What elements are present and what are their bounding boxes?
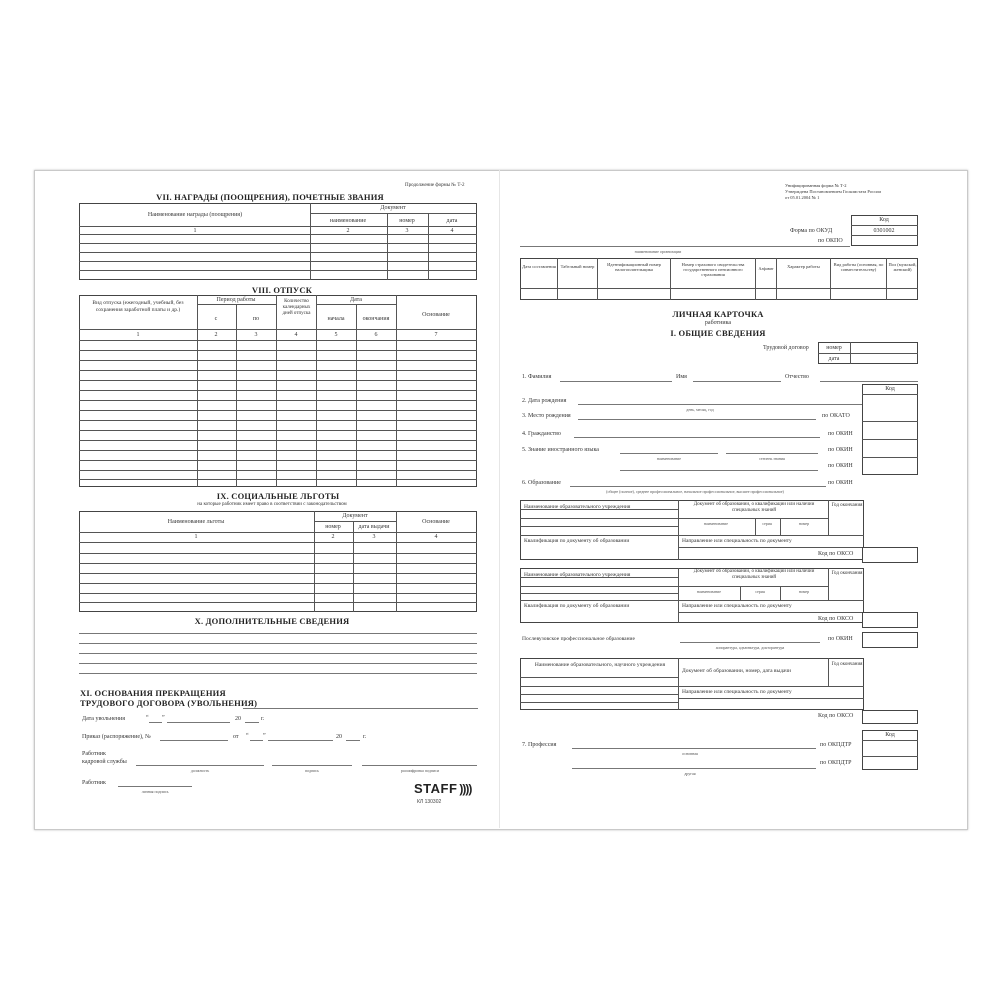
edu2-year-label: Год окончания <box>831 571 863 576</box>
termination-title-1: XI. ОСНОВАНИЯ ПРЕКРАЩЕНИЯ <box>80 688 226 698</box>
okpdtr-label-2: по ОКПДТР <box>820 760 852 766</box>
education-label: 6. Образование <box>522 480 561 486</box>
okud-label: Форма по ОКУД <box>790 228 833 234</box>
vacation-num-2: 2 <box>214 332 218 338</box>
postgrad-caption: аспирантура, адъюнктура, докторантура <box>715 645 785 650</box>
edu1-qualification-label: Квалификация по документу об образовании <box>524 538 630 544</box>
edu1-doc-name: наименование <box>703 521 729 526</box>
card-title: ЛИЧНАЯ КАРТОЧКА <box>672 309 764 319</box>
citizenship-label: 4. Гражданство <box>522 431 561 437</box>
birthdate-label: 2. Дата рождения <box>522 398 567 404</box>
dismissal-date-label: Дата увольнения <box>82 716 125 722</box>
vacation-col-to: по <box>252 316 260 322</box>
edu1-doc-number: номер <box>798 521 810 526</box>
vacation-num-3: 3 <box>254 332 258 338</box>
hr-caption-signature: подпись <box>305 768 319 773</box>
header-col-work-nature: Характер работы <box>787 264 820 269</box>
header-col-tab-number: Табельный номер <box>560 264 595 269</box>
okpdtr-label-1: по ОКПДТР <box>820 742 852 748</box>
foreign-language-label: 5. Знание иностранного языка <box>522 447 599 453</box>
awards-col-doc-number: номер <box>399 218 415 224</box>
vacation-col-start: начала <box>327 316 345 322</box>
okin-label-4: по ОКИН <box>828 480 853 486</box>
edu1-okso-box <box>862 547 918 563</box>
okpo-label: по ОКПО <box>818 238 843 244</box>
staff-product-code: КЛ 130302 <box>417 799 442 805</box>
lang-caption-name: наименование <box>656 456 682 461</box>
edu2-doc-name: наименование <box>696 589 722 594</box>
edu2-qualification-label: Квалификация по документу об образовании <box>524 603 630 609</box>
postgrad-okin-label: по ОКИН <box>828 636 853 642</box>
vacation-col-end: окончания <box>362 316 390 322</box>
benefits-col-number: номер <box>325 524 341 530</box>
dismissal-year-prefix: 20 <box>235 716 241 722</box>
benefits-col-document: Документ <box>342 513 368 519</box>
hr-worker-label-1: Работник <box>82 751 106 757</box>
okin-label-1: по ОКИН <box>828 431 853 437</box>
vacation-col-from: с <box>214 316 218 322</box>
order-label: Приказ (распоряжение), № <box>82 734 151 740</box>
edu1-doc-series: серия <box>762 521 772 526</box>
vacation-col-period: Период работы <box>216 297 256 303</box>
hr-caption-decode: расшифровка подписи <box>400 768 440 773</box>
benefits-num-2: 2 <box>331 534 335 540</box>
additional-title: X. ДОПОЛНИТЕЛЬНЫЕ СВЕДЕНИЯ <box>194 616 350 626</box>
code-label: Код <box>879 217 889 223</box>
contract-label: Трудовой договор <box>763 345 809 351</box>
header-col-date: Дата составления <box>522 264 556 269</box>
header-col-sex: Пол (мужской, женский) <box>888 262 917 272</box>
awards-num-4: 4 <box>450 228 454 234</box>
profession-code-label: Код <box>885 732 895 738</box>
profession-caption-main: основная <box>682 751 698 756</box>
birthplace-label: 3. Место рождения <box>522 413 571 419</box>
postgrad-okso-box <box>862 710 918 724</box>
edu2-doc-series: серия <box>755 589 765 594</box>
okato-label: по ОКАТО <box>822 413 850 419</box>
vacation-num-7: 7 <box>434 332 438 338</box>
hr-worker-label-2: кадровой службы <box>82 759 127 765</box>
okin-label-3: по ОКИН <box>828 463 853 469</box>
hr-caption-position: должность <box>190 768 210 773</box>
profession-caption-other: другая <box>684 771 696 776</box>
awards-num-1: 1 <box>193 228 197 234</box>
awards-num-2: 2 <box>346 228 350 234</box>
card-subtitle: работника <box>704 320 732 326</box>
awards-table <box>79 203 477 280</box>
awards-col-doc-name: наименование <box>329 218 367 224</box>
benefits-num-4: 4 <box>434 534 438 540</box>
codes-column <box>862 384 918 475</box>
vacation-col-date: Дата <box>350 297 362 303</box>
edu1-okso-label: Код по ОКСО <box>818 551 854 557</box>
vacation-num-5: 5 <box>334 332 338 338</box>
postgrad-label: Послевузовское профессиональное образование <box>522 636 635 642</box>
awards-num-3: 3 <box>405 228 409 234</box>
vacation-col-type: Вид отпуска (ежегодный, учебный, без сохранения заработной платы и др.) <box>92 300 184 313</box>
contract-date-label: дата <box>828 356 840 362</box>
header-col-alphabet: Алфавит <box>758 266 774 271</box>
employee-label: Работник <box>82 780 106 786</box>
edu2-okso-box <box>862 612 918 628</box>
benefits-num-3: 3 <box>372 534 376 540</box>
page-fold <box>499 170 500 828</box>
edu2-doc-number: номер <box>798 589 810 594</box>
okud-value: 0301002 <box>873 228 895 234</box>
postgrad-direction-label: Направление или специальность по документу <box>682 689 792 695</box>
termination-title-2: ТРУДОВОГО ДОГОВОРА (УВОЛЬНЕНИЯ) <box>80 698 258 708</box>
postgrad-okso-label: Код по ОКСО <box>818 713 854 719</box>
benefits-table <box>79 511 477 612</box>
codes-column-label: Код <box>885 386 895 392</box>
header-col-inn: Идентификационный номер налогоплательщика <box>607 262 661 272</box>
postgrad-okin-box <box>862 632 918 648</box>
contract-number-label: номер <box>826 345 842 351</box>
lang-caption-degree: степень знания <box>759 456 785 461</box>
postgrad-document-label: Документ об образовании, номер, дата выдачи <box>682 668 791 674</box>
vacation-num-1: 1 <box>136 332 140 338</box>
employee-caption-signature: личная подпись <box>141 789 169 794</box>
profession-label: 7. Профессия <box>522 742 557 748</box>
vacation-col-days: Количество календарных дней отпуска <box>282 299 311 316</box>
postgrad-institution-label: Наименование образовательного, научного учреждения <box>534 662 666 668</box>
section-general-title: I. ОБЩИЕ СВЕДЕНИЯ <box>670 328 766 338</box>
benefits-col-date: дата выдачи <box>358 524 390 530</box>
benefits-num-1: 1 <box>194 534 198 540</box>
org-caption: наименование организации <box>634 249 682 254</box>
unified-form-label: Унифицированная форма № Т-2 <box>785 183 847 188</box>
birthdate-caption: день, месяц, год <box>686 407 714 412</box>
surname-label: 1. Фамилия <box>522 374 552 380</box>
benefits-title: IX. СОЦИАЛЬНЫЕ ЛЬГОТЫ <box>216 491 340 501</box>
vacation-num-6: 6 <box>374 332 378 338</box>
edu1-year-label: Год окончания <box>831 503 863 508</box>
edu2-institution-label: Наименование образовательного учреждения <box>524 572 631 578</box>
awards-title: VII. НАГРАДЫ (ПООЩРЕНИЯ), ПОЧЕТНЫЕ ЗВАНИЯ <box>156 192 384 202</box>
awards-col-document: Документ <box>380 205 406 211</box>
staff-logo <box>414 781 471 796</box>
staff-logo-text: STAFF <box>414 781 458 796</box>
education-caption: (общее (полное), среднее профессиональное, начальное профессиональное, высшее профессиональное) <box>606 489 784 494</box>
edu1-institution-label: Наименование образовательного учреждения <box>524 504 631 510</box>
awards-col-doc-date: дата <box>446 218 458 224</box>
edu2-direction-label: Направление или специальность по документу <box>682 603 792 609</box>
approved-label-2: от 05.01.2004 № 1 <box>785 195 820 200</box>
order-from-label: от <box>233 734 239 740</box>
header-col-work-type: Вид работы (основная, по совместительству) <box>833 262 884 272</box>
staff-logo-mark: )))) <box>459 782 472 796</box>
benefits-col-basis: Основание <box>422 519 450 525</box>
postgrad-year-label: Год окончания <box>831 662 863 667</box>
edu1-direction-label: Направление или специальность по документу <box>682 538 792 544</box>
vacation-num-4: 4 <box>294 332 298 338</box>
vacation-table <box>79 295 477 487</box>
vacation-title: VIII. ОТПУСК <box>251 285 313 295</box>
benefits-subtitle: на которые работник имеет право в соответствии с законодательством <box>197 502 347 507</box>
benefits-col-name: Наименование льготы <box>167 519 225 525</box>
patronymic-label: Отчество <box>785 374 809 380</box>
vacation-col-basis: Основание <box>422 312 450 318</box>
okin-label-2: по ОКИН <box>828 447 853 453</box>
name-label: Имя <box>676 374 687 380</box>
order-year-suffix: г. <box>363 734 367 740</box>
edu2-okso-label: Код по ОКСО <box>818 616 854 622</box>
order-year-prefix: 20 <box>336 734 342 740</box>
approved-label-1: Утверждена Постановлением Госкомстата России <box>785 189 881 194</box>
edu1-document-label: Документ об образовании, о квалификации или наличии специальных знаний <box>693 502 815 513</box>
header-col-snils: Номер страхового свидетельства государственного пенсионного страхования <box>681 262 745 277</box>
dismissal-year-suffix: г. <box>261 716 265 722</box>
edu2-document-label: Документ об образовании, о квалификации или наличии специальных знаний <box>693 569 815 580</box>
awards-col-name: Наименование награды (поощрения) <box>147 212 243 218</box>
form-continuation-ref: Продолжение формы № Т-2 <box>405 183 465 188</box>
